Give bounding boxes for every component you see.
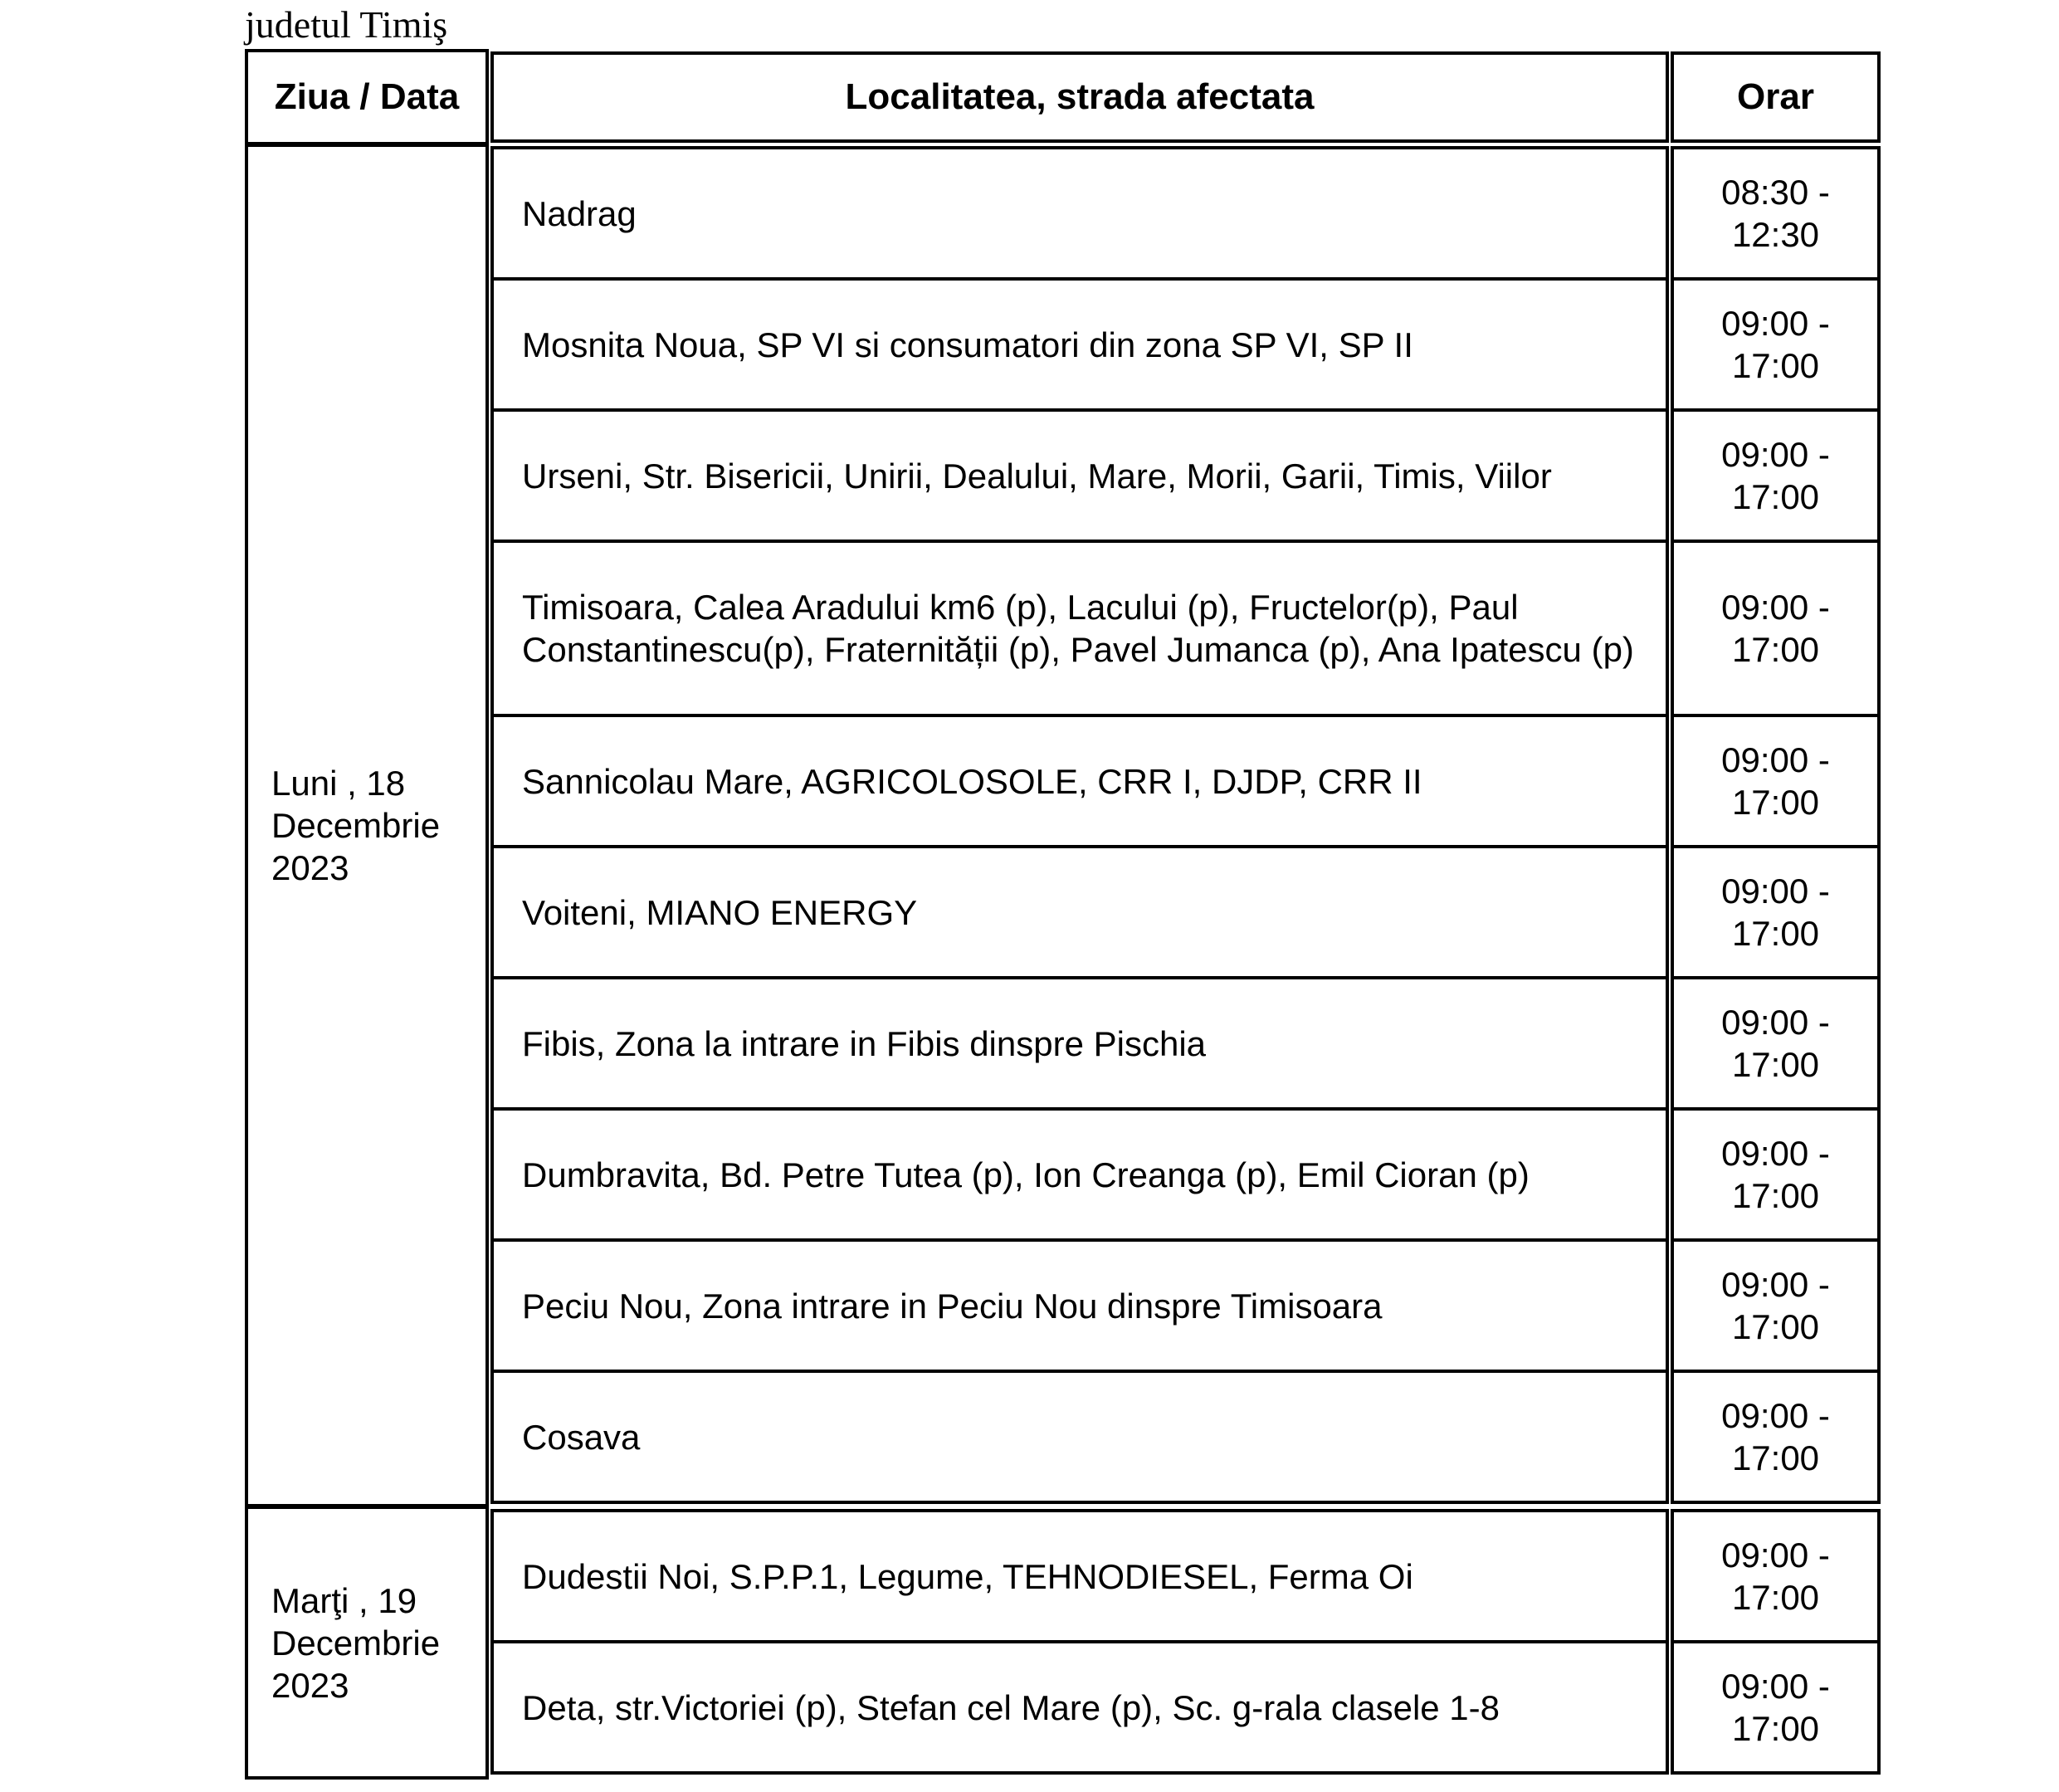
time-text: 09:00 - 17:00 xyxy=(1721,740,1830,822)
table-row-location xyxy=(490,1107,1669,1242)
table-row-time xyxy=(1671,1640,1881,1775)
table-row-time xyxy=(1671,976,1881,1111)
table-row-time xyxy=(1671,540,1881,717)
location-text: Dudestii Noi, S.P.P.1, Legume, TEHNODIESEL, Ferma Oi xyxy=(522,1556,1413,1596)
table-row-time xyxy=(1671,714,1881,848)
location-text: Mosnita Noua, SP VI si consumatori din zona SP VI, SP II xyxy=(522,325,1413,364)
location-text: Cosava xyxy=(522,1417,641,1457)
time-text: 09:00 - 17:00 xyxy=(1721,1003,1830,1084)
header-location-label: Localitatea, strada afectata xyxy=(845,76,1315,117)
time-text: 09:00 - 17:00 xyxy=(1721,1536,1830,1617)
header-day-date xyxy=(245,49,489,145)
header-day-date-label: Ziua / Data xyxy=(274,76,460,117)
time-text: 09:00 - 17:00 xyxy=(1721,1667,1830,1748)
table-row-time xyxy=(1671,1370,1881,1504)
time-text: 09:00 - 17:00 xyxy=(1721,872,1830,953)
header-schedule xyxy=(1671,51,1881,143)
header-schedule-label: Orar xyxy=(1737,76,1814,117)
table-row-location xyxy=(490,408,1669,543)
table-row-time xyxy=(1671,845,1881,979)
location-text: Fibis, Zona la intrare in Fibis dinspre Pischia xyxy=(522,1023,1207,1063)
table-row-location xyxy=(490,277,1669,412)
location-text: Deta, str.Victoriei (p), Stefan cel Mare (p), Sc. g-rala clasele 1-8 xyxy=(522,1687,1500,1727)
time-text: 09:00 - 17:00 xyxy=(1721,304,1830,385)
day-label-tuesday: Marţi , 19 Decembrie 2023 xyxy=(271,1580,441,1705)
county-title: judetul Timiş xyxy=(245,3,448,46)
table-row-location xyxy=(490,1238,1669,1373)
table-row-location xyxy=(490,540,1669,717)
time-text: 09:00 - 17:00 xyxy=(1721,435,1830,516)
location-text: Voiteni, MIANO ENERGY xyxy=(522,892,918,932)
location-text: Dumbravita, Bd. Petre Tutea (p), Ion Creanga (p), Emil Cioran (p) xyxy=(522,1155,1530,1194)
time-text: 09:00 - 17:00 xyxy=(1721,588,1830,669)
table-row-time xyxy=(1671,277,1881,412)
day-label-monday: Luni , 18 Decembrie 2023 xyxy=(271,764,441,887)
day-cell-monday xyxy=(245,144,489,1507)
table-row-time xyxy=(1671,1509,1881,1643)
table-row-time xyxy=(1671,408,1881,543)
location-text: Peciu Nou, Zona intrare in Peciu Nou dinspre Timisoara xyxy=(522,1286,1383,1326)
location-text: Nadrag xyxy=(522,193,637,233)
location-text: Sannicolau Mare, AGRICOLOSOLE, CRR I, DJDP, CRR II xyxy=(522,761,1422,801)
table-row-time xyxy=(1671,1238,1881,1373)
location-text: Urseni, Str. Bisericii, Unirii, Dealului, Mare, Morii, Garii, Timis, Viilor xyxy=(522,456,1552,496)
table-row-location xyxy=(490,1370,1669,1504)
table-row-time xyxy=(1671,146,1881,281)
table-row-location xyxy=(490,845,1669,979)
day-cell-tuesday xyxy=(245,1506,489,1780)
table-row-time xyxy=(1671,1107,1881,1242)
header-location xyxy=(490,51,1669,143)
time-text: 09:00 - 17:00 xyxy=(1721,1134,1830,1215)
time-text: 09:00 - 17:00 xyxy=(1721,1265,1830,1346)
time-text: 08:30 - 12:30 xyxy=(1721,173,1830,254)
time-text: 09:00 - 17:00 xyxy=(1721,1396,1830,1477)
table-row-location xyxy=(490,976,1669,1111)
table-row-location xyxy=(490,1640,1669,1775)
table-row-location xyxy=(490,146,1669,281)
table-row-location xyxy=(490,714,1669,848)
table-row-location xyxy=(490,1509,1669,1643)
location-text: Timisoara, Calea Aradului km6 (p), Lacului (p), Fructelor(p), Paul Constantinescu(p), Fraternității (p), Pavel Jumanca (p), Ana Ipatescu (p) xyxy=(522,588,1634,669)
